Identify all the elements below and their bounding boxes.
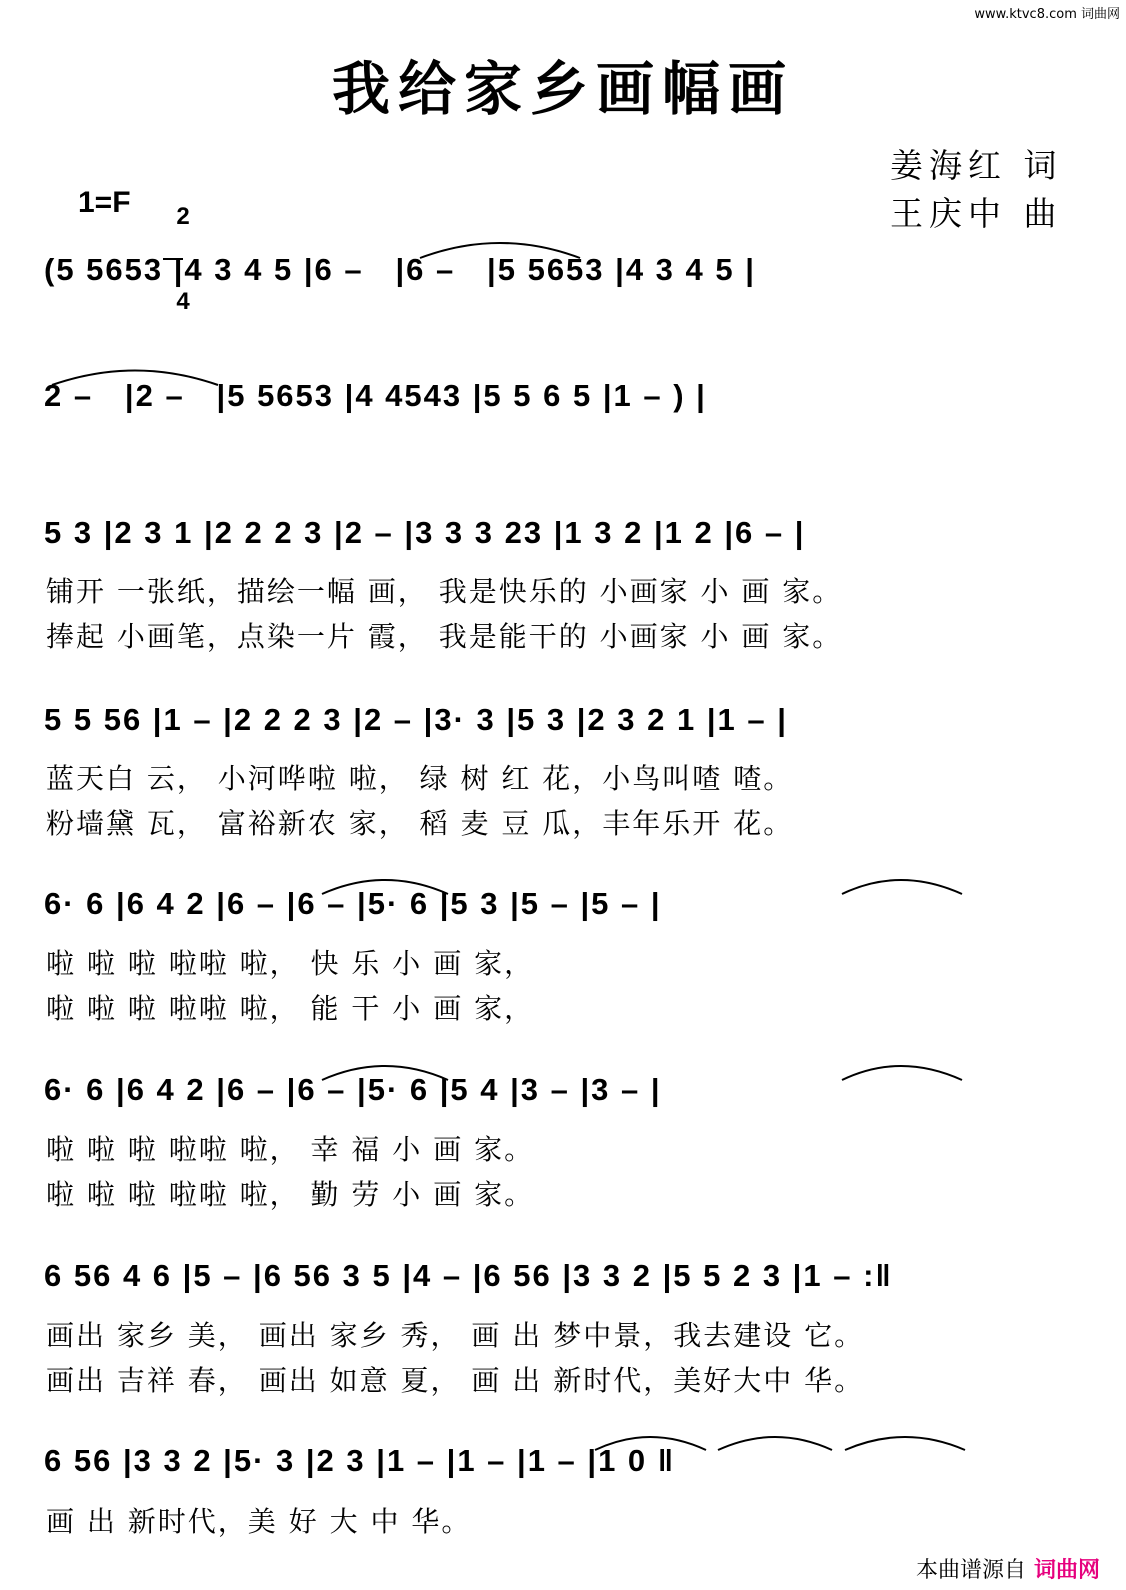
source-footer xyxy=(902,1528,1100,1584)
lyric-line-6-verse-2: 啦 啦 啦 啦啦 啦， 勤 劳 小 画 家。 xyxy=(46,1178,535,1211)
notation-line-8: 6 56 |3 3 2 |5· 3 |2 3 |1 – |1 – |1 – |1 0 ‖ xyxy=(44,1443,676,1478)
tie-arc xyxy=(52,371,218,386)
tie-arc xyxy=(420,243,580,258)
tie-arc xyxy=(322,1066,448,1080)
notation-line-4: 5 5 56 |1 – |2 2 2 3 |2 – |3· 3 |5 3 |2 3 2 1 |1 – | xyxy=(44,702,788,737)
tie-arc xyxy=(718,1437,832,1450)
notation-line-6: 6· 6 |6 4 2 |6 – |6 – |5· 6 |5 4 |3 – |3 – | xyxy=(44,1072,662,1107)
notation-line-7: 6 56 4 6 |5 – |6 56 3 5 |4 – |6 56 |3 3 2 |5 5 2 3 |1 – :‖ xyxy=(44,1258,893,1293)
composer-credit: 王庆中 曲 xyxy=(890,194,1063,233)
lyric-line-8-verse-1: 画 出 新时代，美 好 大 中 华。 xyxy=(46,1505,472,1538)
tie-arc xyxy=(842,1066,962,1080)
notation-line-1: (5 5653 |4 3 4 5 |6 – |6 – |5 5653 |4 3 4 5 | xyxy=(44,252,756,287)
lyric-line-4-verse-1: 蓝天白 云， 小河哗啦 啦， 绿 树 红 花，小鸟叫喳 喳。 xyxy=(46,762,794,795)
key-signature: 1=F xyxy=(78,186,131,219)
lyricist-credit: 姜海红 词 xyxy=(890,146,1063,185)
lyric-line-7-verse-1: 画出 家乡 美， 画出 家乡 秀， 画 出 梦中景，我去建设 它。 xyxy=(46,1319,865,1352)
tie-arc xyxy=(842,880,962,894)
tie-arc xyxy=(322,880,448,894)
time-signature-bottom: 4 xyxy=(176,288,190,315)
lyric-line-5-verse-1: 啦 啦 啦 啦啦 啦， 快 乐 小 画 家， xyxy=(46,947,535,980)
lyric-line-3-verse-2: 捧起 小画笔，点染一片 霞， 我是能干的 小画家 小 画 家。 xyxy=(46,620,843,653)
lyric-line-4-verse-2: 粉墙黛 瓦， 富裕新农 家， 稻 麦 豆 瓜，丰年乐开 花。 xyxy=(46,807,794,840)
notation-line-3: 5 3 |2 3 1 |2 2 2 3 |2 – |3 3 3 23 |1 3 2 |1 2 |6 – | xyxy=(44,515,806,550)
source-label: 本曲谱源自 xyxy=(915,1558,1026,1583)
tie-arc xyxy=(595,1437,706,1450)
lyric-line-6-verse-1: 啦 啦 啦 啦啦 啦， 幸 福 小 画 家。 xyxy=(46,1133,535,1166)
notation-line-2: 2 – |2 – |5 5653 |4 4543 |5 5 6 5 |1 – ) | xyxy=(44,378,707,413)
site-watermark: www.ktvc8.com 词曲网 xyxy=(974,7,1120,22)
lyric-line-7-verse-2: 画出 吉祥 春， 画出 如意 夏， 画 出 新时代，美好大中 华。 xyxy=(46,1364,865,1397)
song-title: 我给家乡画幅画 xyxy=(331,55,794,123)
lyric-line-5-verse-2: 啦 啦 啦 啦啦 啦， 能 干 小 画 家， xyxy=(46,992,535,1025)
tie-arc xyxy=(845,1437,965,1450)
lyric-line-3-verse-1: 铺开 一张纸，描绘一幅 画， 我是快乐的 小画家 小 画 家。 xyxy=(46,575,843,608)
time-signature-top: 2 xyxy=(176,203,190,230)
source-site-name: 词曲网 xyxy=(1033,1558,1100,1583)
notation-line-5: 6· 6 |6 4 2 |6 – |6 – |5· 6 |5 3 |5 – |5 – | xyxy=(44,886,662,921)
